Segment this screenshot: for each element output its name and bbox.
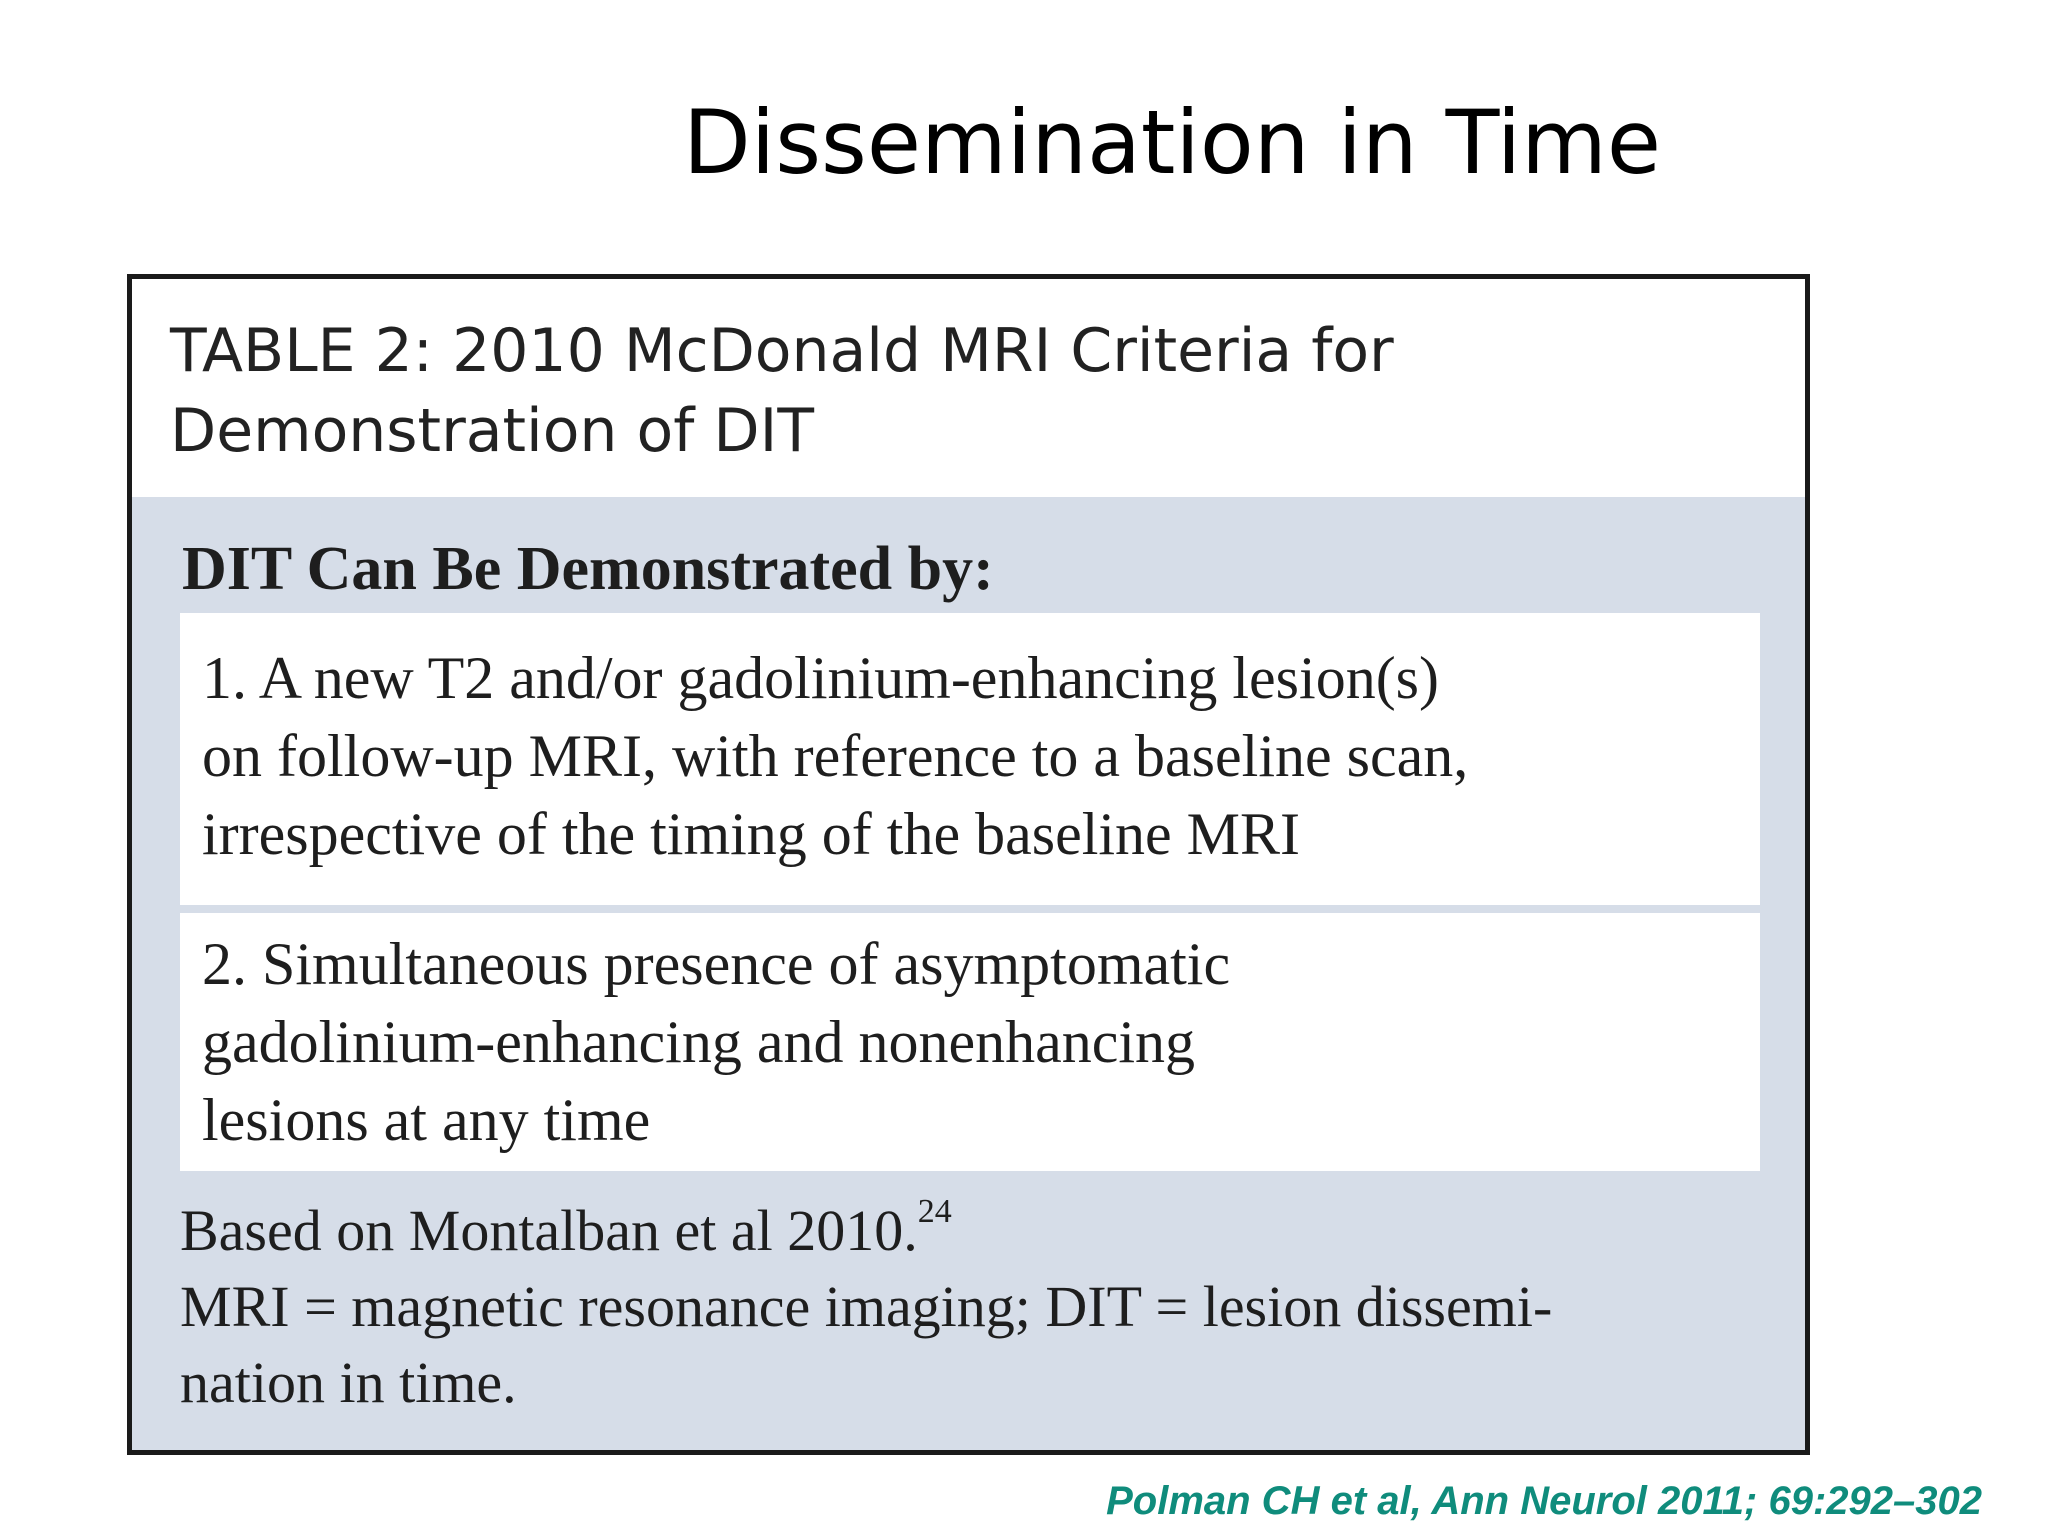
citation: Polman CH et al, Ann Neurol 2011; 69:292–302 bbox=[1106, 1479, 1982, 1523]
section-heading: DIT Can Be Demonstrated by: bbox=[182, 535, 994, 603]
footnote-abbreviations-line-2: nation in time. bbox=[180, 1350, 517, 1415]
footnote-reference-number: 24 bbox=[917, 1193, 952, 1230]
criteria-table bbox=[127, 274, 1810, 1455]
table-header bbox=[132, 279, 1805, 497]
footnote-source: Based on Montalban et al 2010. bbox=[180, 1198, 918, 1263]
footnote-source-line bbox=[180, 1193, 1780, 1269]
table-caption: TABLE 2: 2010 McDonald MRI Criteria for Demonstration of DIT bbox=[170, 316, 1394, 466]
criteria-item-2: 2. Simultaneous presence of asymptomatic gadolinium-enhancing and nonenhancing lesions at any time bbox=[180, 913, 1760, 1171]
footnote-abbreviations-line-1: MRI = magnetic resonance imaging; DIT = lesion dissemi- bbox=[180, 1274, 1553, 1339]
table-footnote bbox=[180, 1193, 1780, 1421]
criteria-item-1: 1. A new T2 and/or gadolinium-enhancing lesion(s) on follow-up MRI, with reference to a baseline scan, irrespective of the timing of the baseline MRI bbox=[180, 613, 1760, 905]
slide-title: Dissemination in Time bbox=[683, 91, 1662, 194]
